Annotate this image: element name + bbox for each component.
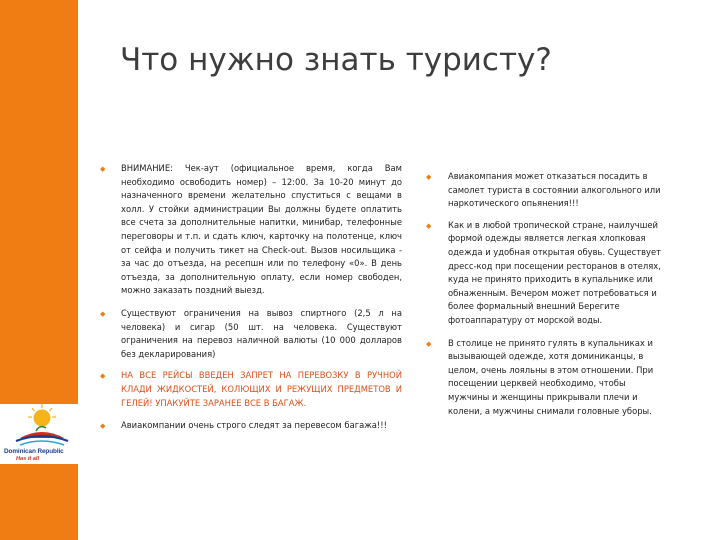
list-item — [96, 162, 402, 298]
right-bullet-list — [424, 170, 668, 418]
checkout-info-text: ВНИМАНИЕ: Чек-аут (официальное время, когда Вам необходимо освободить номер) – 12:00. За 10-20 минут до назначенного времени желательно спуститься с вещами в холл. У стойки администрации Вы должны будете оплатить все счета за дополнительные напитки, минибар, телефонные переговоры и т.п. и сдать ключ, карточку на полотенце, ключ от сейфа и получить тикет на Check-out. Вызов носильщика - за час до отъезда, на ресепшн или по телефону «0». В день отъезда, за дополнительную оплату, если номер свободен, можно заказать поздний выезд. — [121, 163, 402, 296]
bullet-icon: ◆ — [426, 173, 432, 181]
left-bullet-list — [96, 162, 402, 433]
slide-title: Что нужно знать туристу? — [120, 42, 552, 78]
clothing-advice-text: Как и в любой тропической стране, наилучшей формой одежды является легкая хлопковая одежда и удобная открытая обувь. Существует дресс-код при посещении ресторанов в отелях, куда не принято приходить в купальнике или обнаженным. Вечером может потребоваться и более формальный внешний Берегите фотоаппаратуру от морской воды. — [448, 219, 662, 325]
logo-name-text: Dominican Republic — [4, 448, 64, 455]
bullet-icon: ◆ — [100, 372, 106, 381]
dominican-republic-logo — [0, 404, 78, 464]
list-item — [424, 337, 668, 419]
capital-dress-code-text: В столице не принято гулять в купальниках и вызывающей одежде, хотя доминиканцы, в целом, очень лояльны в этом отношении. При посещении церквей необходимо, чтобы мужчины и женщины прикрывали плечи и колени, а мужчины снимали головные уборы. — [448, 337, 654, 416]
bullet-icon: ◆ — [426, 221, 432, 230]
list-item — [424, 219, 668, 328]
sun-beach-logo-icon — [6, 404, 72, 450]
list-item — [96, 369, 402, 410]
export-limits-text: Существуют ограничения на вывоз спиртного (2,5 л на человека) и сигар (50 шт. на человека. Существуют ограничения на перевоз наличной валюты (10 000 долларов без декларирования) — [121, 307, 402, 359]
list-item — [96, 419, 402, 433]
list-item — [424, 170, 668, 211]
intoxication-boarding-text: Авиакомпания может отказаться посадить в самолет туриста в состоянии алкогольного или наркотического опьянения!!! — [448, 171, 661, 209]
baggage-weight-text: Авиакомпании очень строго следят за перевесом багажа!!! — [121, 420, 387, 431]
bullet-icon: ◆ — [100, 309, 106, 318]
bullet-icon: ◆ — [100, 422, 106, 431]
bullet-icon: ◆ — [426, 339, 432, 348]
logo-tagline-text: Has it all — [16, 456, 40, 462]
hand-luggage-warning-text: НА ВСЕ РЕЙСЫ ВВЕДЕН ЗАПРЕТ НА ПЕРЕВОЗКУ В РУЧНОЙ КЛАДИ ЖИДКОСТЕЙ, КОЛЮЩИХ И РЕЖУЩИХ ПРЕДМЕТОВ И ГЕЛЕЙ! УПАКУЙТЕ ЗАРАНЕЕ ВСЕ В БАГАЖ. — [121, 370, 402, 408]
list-item — [96, 307, 402, 361]
bullet-icon: ◆ — [100, 165, 106, 173]
